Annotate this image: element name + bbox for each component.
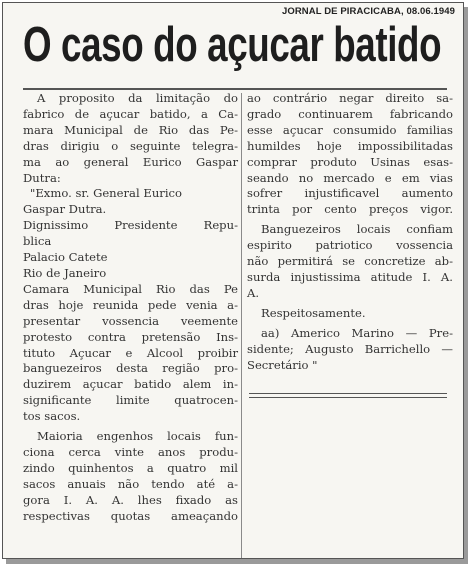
text-line: seando no mercado e em vias xyxy=(247,170,453,185)
text-line: sacos anuais não tendo até a- xyxy=(23,476,238,491)
text-line: Banguezeiros locais confiam xyxy=(261,222,453,237)
left-column xyxy=(23,91,238,524)
text-line: banguezeiros desta região pro- xyxy=(23,361,238,376)
text-line: Dutra: xyxy=(23,170,61,185)
text-line: Palacio Catete xyxy=(23,250,108,265)
end-rule xyxy=(249,397,447,398)
text-line: "Exmo. sr. General Eurico xyxy=(30,186,183,201)
text-line: Camara Municipal Rio das Pe xyxy=(23,281,238,296)
text-line: zindo quinhentos a quatro mil xyxy=(23,460,238,475)
text-line: A. xyxy=(247,285,260,300)
text-line: presentar vossencia veemente xyxy=(23,313,238,328)
text-line: ciona cerca vinte anos produ- xyxy=(23,444,238,459)
text-line: significante limite quatrocen- xyxy=(23,393,238,408)
text-line: Rio de Janeiro xyxy=(23,265,107,280)
text-line: sofrer injustificavel aumento xyxy=(247,186,453,201)
end-rule xyxy=(249,393,447,394)
text-line: sidente; Augusto Barrichello — xyxy=(247,341,453,356)
text-line: Respeitosamente. xyxy=(261,305,366,320)
text-line: gora I. A. A. lhes fixado as xyxy=(23,492,238,507)
text-line: surda injustissima atitude I. A. xyxy=(247,269,453,284)
text-line: mara Municipal de Rio das Pe- xyxy=(23,122,238,137)
headline-divider xyxy=(23,88,447,90)
text-line: fabrico de açucar batido, a Ca- xyxy=(23,106,238,121)
newspaper-clipping xyxy=(2,2,464,559)
text-line: respectivas quotas ameaçando xyxy=(23,508,238,523)
text-line: Gaspar Dutra. xyxy=(23,202,107,217)
headline: O caso do açucar batido xyxy=(23,18,442,72)
text-line: A proposito da limitação do xyxy=(37,91,238,105)
text-line: duzirem açucar batido alem in- xyxy=(23,377,238,392)
text-line: protesto contra pretensão Ins- xyxy=(23,329,238,344)
column-divider xyxy=(241,93,242,559)
text-line: espirito patriotico vossencia xyxy=(247,238,453,253)
text-line: Dignissimo Presidente Repu- xyxy=(23,218,238,233)
text-line: trinta por cento preços vigor. xyxy=(247,202,453,217)
source-caption: JORNAL DE PIRACICABA, 08.06.1949 xyxy=(281,6,455,17)
text-line: aa) Americo Marino — Pre- xyxy=(261,325,453,340)
text-line: tos sacos. xyxy=(23,409,81,424)
text-line: dras dirigiu o seguinte telegra- xyxy=(23,138,238,153)
right-column xyxy=(247,91,453,373)
text-line: blica xyxy=(23,234,52,249)
text-line: Secretário " xyxy=(247,357,318,372)
text-line: comprar produto Usinas esas- xyxy=(247,154,453,169)
text-line: tituto Açucar e Alcool proibir xyxy=(23,345,238,360)
text-line: grado continuarem fabricando xyxy=(247,106,453,121)
text-line: ma ao general Eurico Gaspar xyxy=(23,154,238,169)
text-line: dras hoje reunida pede venia a- xyxy=(23,297,238,312)
text-line: humildes hoje impossibilitadas xyxy=(247,138,453,153)
text-line: Maioria engenhos locais fun- xyxy=(37,429,238,444)
text-line: não permitirá se concretize ab- xyxy=(247,254,453,269)
text-line: ao contrário negar direito sa- xyxy=(247,91,453,105)
text-line: esse açucar consumido familias xyxy=(247,122,453,137)
